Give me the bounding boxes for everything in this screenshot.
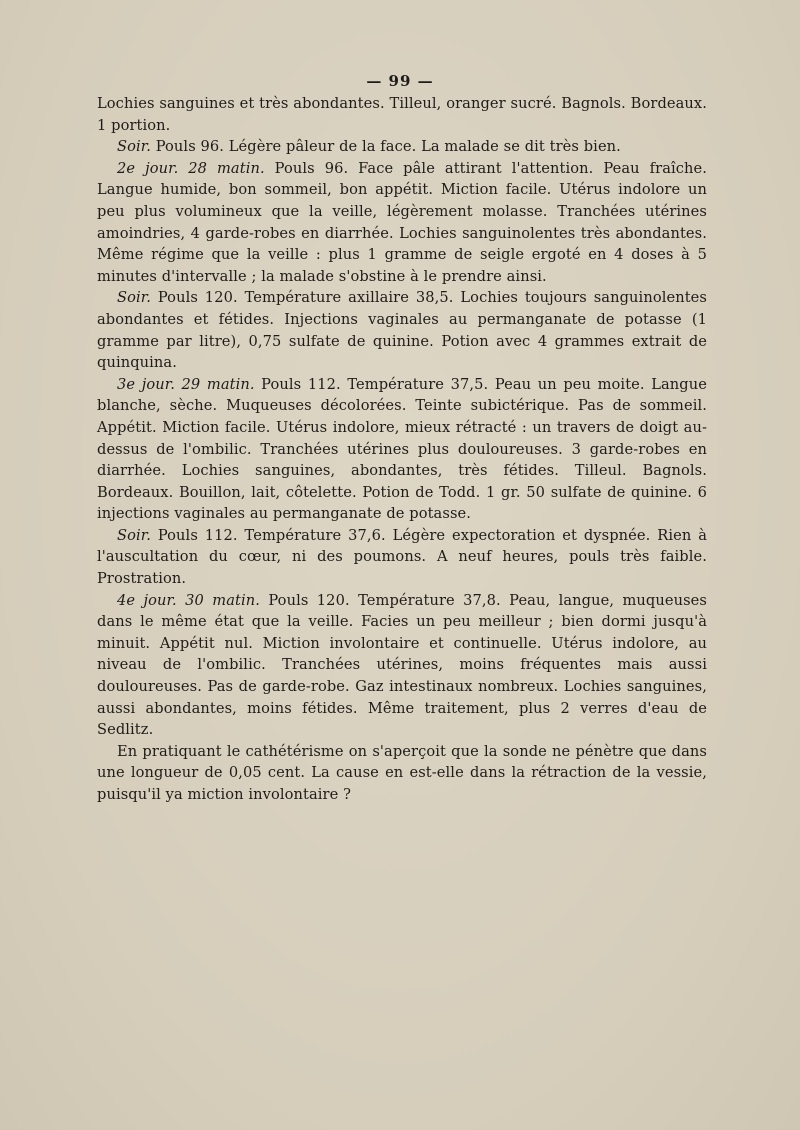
paragraph-text: Pouls 120. Température 37,8. Peau, langue, muqueuses dans le même état que la veille. Facies un peu meilleur ; bien dormi jusqu'à minuit. Appétit nul. Miction involontaire et continuelle. Utérus indolore, au niveau de l'ombilic. Tranchées utérines, moins fréquentes mais aussi douloureuses. Pas de garde-robe. Gaz intestinaux nombreux. Lochies sanguines, aussi abondantes, moins fétides. Même traitement, plus 2 verres d'eau de Sedlitz. [97,591,707,739]
paragraph [97,287,707,373]
paragraph-lead: 2e jour. 28 matin. [117,159,265,177]
body-text [97,93,707,806]
paragraph-text: Pouls 120. Température axillaire 38,5. Lochies toujours sanguinolentes abondantes et fétides. Injections vaginales au permanganate de potasse (1 gramme par litre), 0,75 sulfate de quinine. Potion avec 4 grammes extrait de quinquina. [97,289,707,372]
paragraph [97,525,707,590]
paragraph [97,136,707,158]
paragraph [97,93,707,136]
paragraph-lead: Soir. [117,138,151,156]
paragraph-lead: Soir. [117,526,151,544]
paragraph-lead: 4e jour. 30 matin. [117,591,260,609]
paragraph [97,741,707,806]
paragraph [97,158,707,288]
paragraph [97,590,707,741]
paragraph-text: Lochies sanguines et très abondantes. Tilleul, oranger sucré. Bagnols. Bordeaux. 1 portion. [97,95,707,134]
page-number: — 99 — [366,72,434,90]
paragraph-lead: 3e jour. 29 matin. [117,375,255,393]
paragraph-text: Pouls 96. Face pâle attirant l'attention. Peau fraîche. Langue humide, bon sommeil, bon appétit. Miction facile. Utérus indolore un peu plus volumineux que la veille, légèrement molasse. Tranchées utérines amoindries, 4 garde-robes en diarrhée. Lochies sanguinolentes très abondantes. Même régime que la veille : plus 1 gramme de seigle ergoté en 4 doses à 5 minutes d'intervalle ; la malade s'obstine à le prendre ainsi. [97,159,708,285]
paragraph-text: Pouls 96. Légère pâleur de la face. La malade se dit très bien. [150,138,621,156]
paragraph [97,374,707,525]
paragraph-lead: Soir. [117,289,151,307]
paragraph-text: Pouls 112. Température 37,6. Légère expectoration et dyspnée. Rien à l'auscultation du cœur, ni des poumons. A neuf heures, pouls très faible. Prostration. [97,526,707,588]
paragraph-text: En pratiquant le cathétérisme on s'aperçoit que la sonde ne pénètre que dans une longueur de 0,05 cent. La cause en est-elle dans la rétraction de la vessie, puisqu'il ya miction involontaire ? [97,742,707,803]
paragraph-text: Pouls 112. Température 37,5. Peau un peu moite. Langue blanche, sèche. Muqueuses décolorées. Teinte subictérique. Pas de sommeil. Appétit. Miction facile. Utérus indolore, mieux rétracté : un travers de doigt au-dessus de l'ombilic. Tranchées utérines plus douloureuses. 3 garde-robes en diarrhée. Lochies sanguines, abondantes, très fétides. Tilleul. Bagnols. Bordeaux. Bouillon, lait, côtelette. Potion de Todd. 1 gr. 50 sulfate de quinine. 6 injections vaginales au permanganate de potasse. [97,375,707,523]
